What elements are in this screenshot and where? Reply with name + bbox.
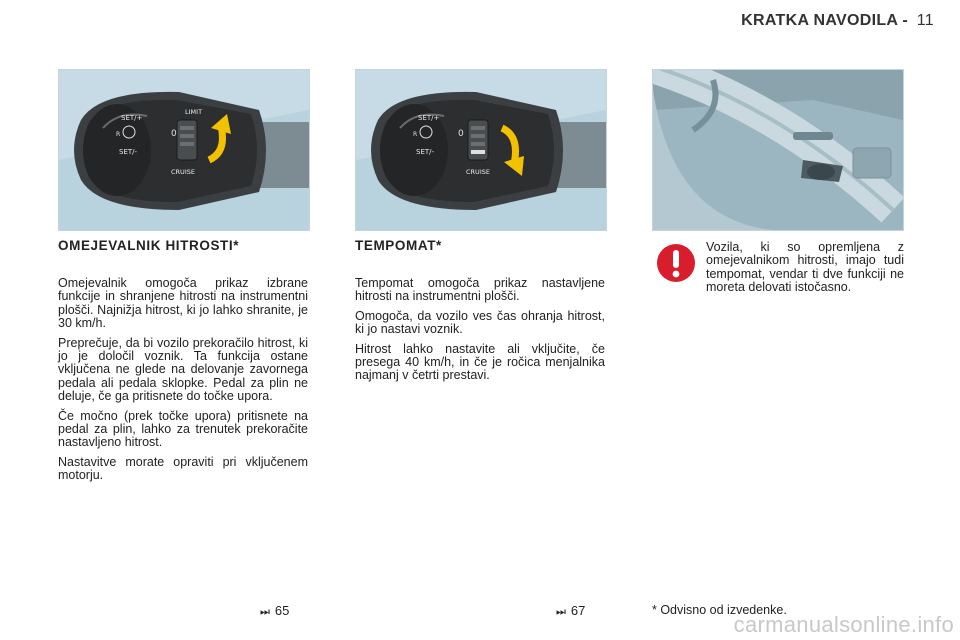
label-zero: 0 xyxy=(171,129,177,139)
page-ref-number: 67 xyxy=(570,603,586,618)
label-cruise: CRUISE xyxy=(466,168,490,176)
page-reference-link[interactable] xyxy=(556,603,585,619)
paragraph: Nastavitve morate opraviti pri vključenem motorju. xyxy=(58,454,308,483)
cruise-control-title: TEMPOMAT* xyxy=(355,238,442,253)
paragraph: Če močno (prek točke upora) pritisnete na pedal za plin, lahko za trenutek prekoračite nastavljeno hitrost. xyxy=(58,408,308,450)
page-number: 11 xyxy=(916,12,934,29)
paragraph: Hitrost lahko nastavite ali vključite, če presega 40 km/h, in če je ročica menjalnika najmanj v četrti prestavi. xyxy=(355,341,605,383)
speed-limiter-text xyxy=(58,277,308,489)
page-header xyxy=(741,12,934,30)
cruise-control-stalk-image xyxy=(355,69,607,231)
watermark: carmanualsonline.info xyxy=(733,612,954,637)
label-set-plus: SET/+ xyxy=(418,114,440,122)
label-r: R xyxy=(116,131,121,138)
footnote: * Odvisno od izvedenke. xyxy=(652,603,787,617)
label-set-minus: SET/- xyxy=(119,148,138,156)
label-zero: 0 xyxy=(458,129,464,139)
page-ref-number: 65 xyxy=(274,603,290,618)
paragraph: Tempomat omogoča prikaz nastavljene hitrosti na instrumentni plošči. xyxy=(355,276,605,304)
label-set-minus: SET/- xyxy=(416,148,435,156)
paragraph: Omejevalnik omogoča prikaz izbrane funkcije in shranjene hitrosti na instrumentni plošči. Najnižja hitrost, ki jo lahko shranite, je 30 km/h. xyxy=(58,276,308,331)
label-r: R xyxy=(413,131,418,138)
steering-wheel-image xyxy=(652,69,904,231)
exclamation-icon xyxy=(656,243,696,283)
next-arrow-icon: ⏭ xyxy=(260,606,270,618)
speed-limiter-stalk-image xyxy=(58,69,310,231)
next-arrow-icon: ⏭ xyxy=(556,606,566,618)
paragraph: Preprečuje, da bi vozilo prekoračilo hitrost, ki jo je določil voznik. Ta funkcija ostane vključena ne glede na delovanje zavornega pedala ali pedala sklopke. Pedal za plin ne deluje, če ga pritisnete do točke upora. xyxy=(58,335,308,404)
label-set-plus: SET/+ xyxy=(121,114,143,122)
page-reference-link[interactable] xyxy=(260,603,289,619)
header-title: KRATKA NAVODILA - xyxy=(741,12,909,29)
warning-text: Vozila, ki so opremljena z omejevalnikom hitrosti, imajo tudi tempomat, vendar ti dve funkciji ne moreta delovati istočasno. xyxy=(706,240,904,295)
speed-limiter-title: OMEJEVALNIK HITROSTI* xyxy=(58,238,240,253)
cruise-control-text xyxy=(355,277,605,389)
label-cruise: CRUISE xyxy=(171,168,195,176)
label-limit: LIMIT xyxy=(185,108,203,116)
paragraph: Omogoča, da vozilo ves čas ohranja hitrost, ki jo nastavi voznik. xyxy=(355,308,605,337)
